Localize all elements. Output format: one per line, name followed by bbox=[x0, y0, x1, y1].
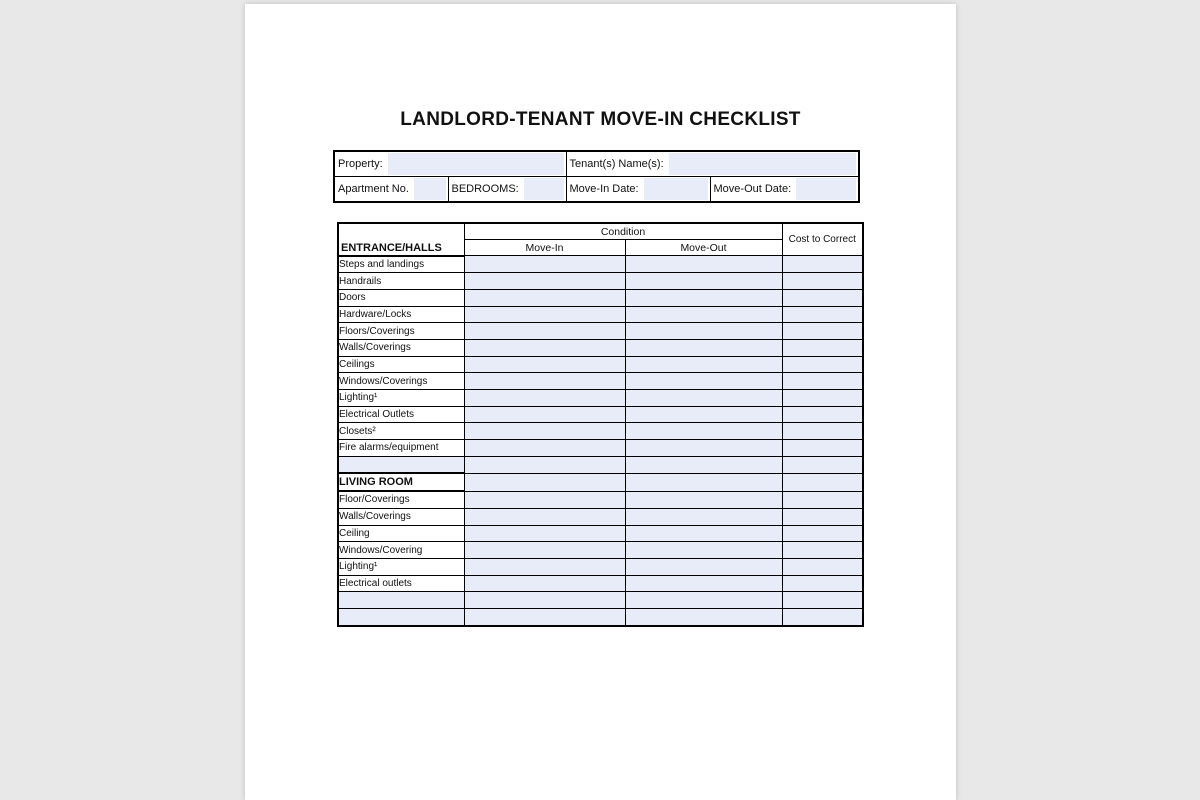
row-label: Doors bbox=[338, 289, 464, 306]
apartment-cell bbox=[334, 177, 448, 203]
document-page bbox=[245, 4, 956, 800]
info-table bbox=[333, 150, 860, 203]
table-row bbox=[338, 491, 863, 508]
cost-field[interactable] bbox=[782, 356, 863, 373]
move-in-date-label: Move-In Date: bbox=[569, 183, 639, 195]
condition-header: Condition bbox=[464, 223, 782, 240]
move-in-field[interactable] bbox=[464, 440, 625, 457]
move-out-field[interactable] bbox=[625, 356, 782, 373]
row-label: Windows/Covering bbox=[338, 542, 464, 559]
cost-field[interactable] bbox=[782, 508, 863, 525]
cost-field[interactable] bbox=[782, 273, 863, 290]
table-row bbox=[338, 356, 863, 373]
table-row bbox=[338, 289, 863, 306]
tenants-name-input[interactable] bbox=[669, 153, 856, 175]
table-row bbox=[338, 542, 863, 559]
cost-field[interactable] bbox=[782, 256, 863, 273]
checklist-header-row-1 bbox=[338, 223, 863, 240]
row-label: Ceilings bbox=[338, 356, 464, 373]
move-in-field[interactable] bbox=[464, 273, 625, 290]
move-in-header: Move-In bbox=[464, 240, 625, 256]
property-label: Property: bbox=[338, 158, 383, 170]
table-row bbox=[338, 390, 863, 407]
move-out-date-cell bbox=[710, 177, 859, 203]
spacer-row bbox=[338, 592, 863, 609]
cost-field[interactable] bbox=[782, 608, 863, 625]
table-row bbox=[338, 558, 863, 575]
cost-field[interactable] bbox=[782, 456, 863, 473]
move-in-field[interactable] bbox=[464, 608, 625, 625]
table-row bbox=[338, 423, 863, 440]
move-out-date-label: Move-Out Date: bbox=[713, 183, 792, 195]
row-label: Floors/Coverings bbox=[338, 323, 464, 340]
move-out-field[interactable] bbox=[625, 575, 782, 592]
row-label: Handrails bbox=[338, 273, 464, 290]
row-label: Lighting¹ bbox=[338, 390, 464, 407]
move-in-field[interactable] bbox=[464, 542, 625, 559]
move-out-field[interactable] bbox=[625, 491, 782, 508]
move-out-field[interactable] bbox=[625, 473, 782, 491]
row-label: Ceiling bbox=[338, 525, 464, 542]
tenants-name-label: Tenant(s) Name(s): bbox=[569, 158, 664, 170]
move-in-field[interactable] bbox=[464, 256, 625, 273]
cost-field[interactable] bbox=[782, 406, 863, 423]
section-label: LIVING ROOM bbox=[338, 473, 464, 491]
row-label: Closets² bbox=[338, 423, 464, 440]
section-row bbox=[338, 473, 863, 491]
table-row bbox=[338, 273, 863, 290]
bedrooms-label: BEDROOMS: bbox=[451, 183, 519, 195]
spacer-row bbox=[338, 608, 863, 625]
property-input[interactable] bbox=[388, 153, 564, 175]
move-in-field[interactable] bbox=[464, 289, 625, 306]
row-label: Fire alarms/equipment bbox=[338, 440, 464, 457]
move-in-field[interactable] bbox=[464, 406, 625, 423]
cost-field[interactable] bbox=[782, 542, 863, 559]
cost-field[interactable] bbox=[782, 339, 863, 356]
move-out-field[interactable] bbox=[625, 273, 782, 290]
cost-field[interactable] bbox=[782, 306, 863, 323]
cost-field[interactable] bbox=[782, 373, 863, 390]
cost-field[interactable] bbox=[782, 323, 863, 340]
cost-field[interactable] bbox=[782, 491, 863, 508]
document-title: LANDLORD-TENANT MOVE-IN CHECKLIST bbox=[400, 109, 801, 130]
section-header-entrance-halls: ENTRANCE/HALLS bbox=[338, 223, 464, 256]
apartment-no-input[interactable] bbox=[414, 178, 446, 200]
move-out-field[interactable] bbox=[625, 456, 782, 473]
move-out-field[interactable] bbox=[625, 542, 782, 559]
move-in-field[interactable] bbox=[464, 525, 625, 542]
move-out-header: Move-Out bbox=[625, 240, 782, 256]
checklist-body bbox=[338, 256, 863, 626]
row-label: Walls/Coverings bbox=[338, 339, 464, 356]
move-out-field[interactable] bbox=[625, 306, 782, 323]
table-row bbox=[338, 508, 863, 525]
move-in-field[interactable] bbox=[464, 456, 625, 473]
cost-field[interactable] bbox=[782, 525, 863, 542]
row-label: Electrical outlets bbox=[338, 575, 464, 592]
cost-to-correct-header: Cost to Correct bbox=[782, 223, 863, 256]
tenants-cell bbox=[566, 151, 859, 177]
table-row bbox=[338, 306, 863, 323]
move-in-field[interactable] bbox=[464, 473, 625, 491]
apartment-no-label: Apartment No. bbox=[338, 183, 409, 195]
row-label: Windows/Coverings bbox=[338, 373, 464, 390]
table-row bbox=[338, 339, 863, 356]
row-label bbox=[338, 608, 464, 625]
move-out-field[interactable] bbox=[625, 608, 782, 625]
move-in-date-input[interactable] bbox=[644, 178, 708, 200]
move-out-field[interactable] bbox=[625, 390, 782, 407]
cost-field[interactable] bbox=[782, 473, 863, 491]
table-row bbox=[338, 323, 863, 340]
move-in-field[interactable] bbox=[464, 373, 625, 390]
cost-field[interactable] bbox=[782, 440, 863, 457]
info-row-1 bbox=[334, 151, 859, 177]
table-row bbox=[338, 440, 863, 457]
table-row bbox=[338, 256, 863, 273]
cost-field[interactable] bbox=[782, 575, 863, 592]
move-out-date-input[interactable] bbox=[796, 178, 856, 200]
move-in-field[interactable] bbox=[464, 306, 625, 323]
move-out-field[interactable] bbox=[625, 323, 782, 340]
move-out-field[interactable] bbox=[625, 406, 782, 423]
move-in-field[interactable] bbox=[464, 390, 625, 407]
cost-field[interactable] bbox=[782, 289, 863, 306]
table-row bbox=[338, 525, 863, 542]
row-label: Hardware/Locks bbox=[338, 306, 464, 323]
table-row bbox=[338, 406, 863, 423]
row-label bbox=[338, 456, 464, 473]
info-row-2 bbox=[334, 177, 859, 203]
move-in-date-cell bbox=[566, 177, 710, 203]
move-in-field[interactable] bbox=[464, 558, 625, 575]
row-label: Steps and landings bbox=[338, 256, 464, 273]
move-in-field[interactable] bbox=[464, 508, 625, 525]
table-row bbox=[338, 575, 863, 592]
move-out-field[interactable] bbox=[625, 423, 782, 440]
spacer-row bbox=[338, 456, 863, 473]
move-out-field[interactable] bbox=[625, 558, 782, 575]
move-in-field[interactable] bbox=[464, 592, 625, 609]
move-in-field[interactable] bbox=[464, 423, 625, 440]
move-out-field[interactable] bbox=[625, 256, 782, 273]
checklist-table bbox=[337, 222, 864, 627]
move-out-field[interactable] bbox=[625, 373, 782, 390]
row-label: Floor/Coverings bbox=[338, 491, 464, 508]
cost-field[interactable] bbox=[782, 390, 863, 407]
row-label: Lighting¹ bbox=[338, 558, 464, 575]
bedrooms-cell bbox=[448, 177, 566, 203]
move-out-field[interactable] bbox=[625, 339, 782, 356]
row-label: Electrical Outlets bbox=[338, 406, 464, 423]
move-in-field[interactable] bbox=[464, 575, 625, 592]
move-out-field[interactable] bbox=[625, 289, 782, 306]
cost-field[interactable] bbox=[782, 558, 863, 575]
move-in-field[interactable] bbox=[464, 323, 625, 340]
move-out-field[interactable] bbox=[625, 525, 782, 542]
move-in-field[interactable] bbox=[464, 356, 625, 373]
row-label bbox=[338, 592, 464, 609]
table-row bbox=[338, 373, 863, 390]
move-in-field[interactable] bbox=[464, 491, 625, 508]
move-out-field[interactable] bbox=[625, 440, 782, 457]
cost-field[interactable] bbox=[782, 423, 863, 440]
move-out-field[interactable] bbox=[625, 508, 782, 525]
move-in-field[interactable] bbox=[464, 339, 625, 356]
property-cell bbox=[334, 151, 566, 177]
row-label: Walls/Coverings bbox=[338, 508, 464, 525]
move-out-field[interactable] bbox=[625, 592, 782, 609]
bedrooms-input[interactable] bbox=[524, 178, 564, 200]
cost-field[interactable] bbox=[782, 592, 863, 609]
